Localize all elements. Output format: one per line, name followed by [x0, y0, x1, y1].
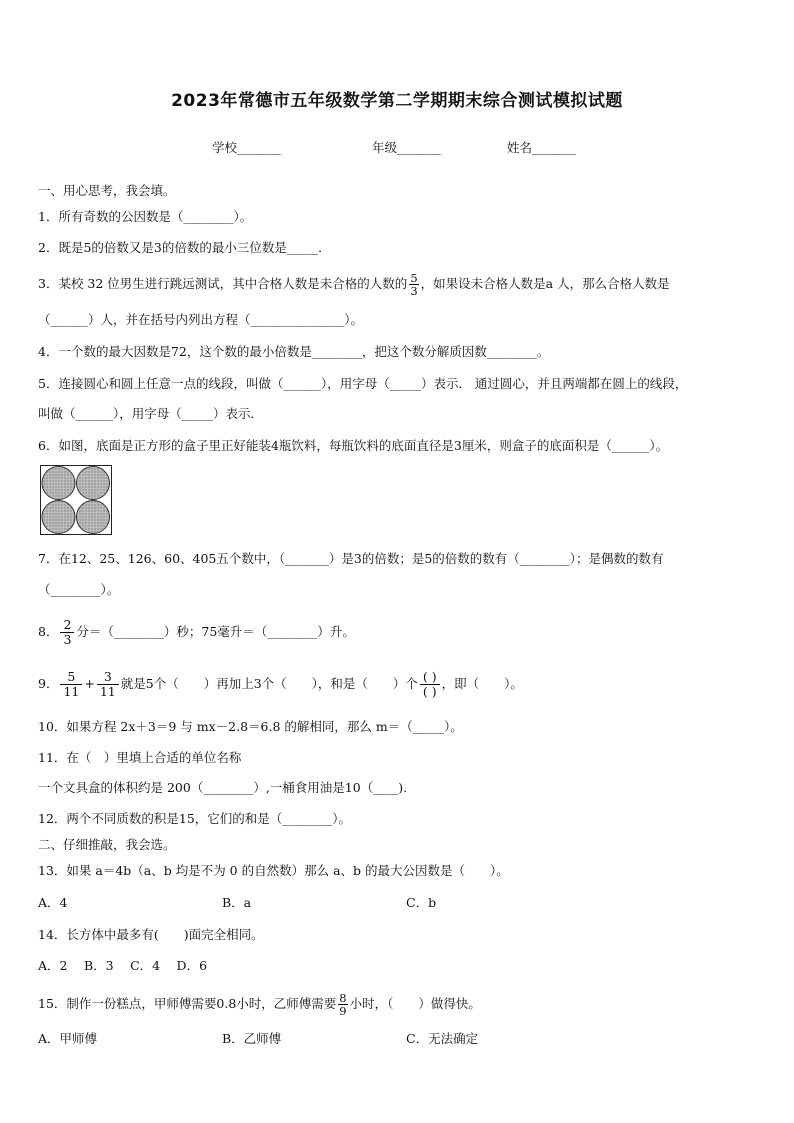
- school-field: 学校_______: [212, 140, 281, 155]
- fraction-5-11: $\frac{5}{11}$: [60, 670, 82, 699]
- q14-options: A．2 B．3 C．4 D．6: [38, 958, 208, 973]
- bottle-circle: [77, 501, 110, 534]
- fraction-3-11: $\frac{3}{11}$: [97, 670, 119, 699]
- fraction-2-3: $\frac{2}{3}$: [60, 618, 74, 647]
- question-6: 6．如图，底面是正方形的盒子里正好能装4瓶饮料，每瓶饮料的底面直径是3厘米，则盒子的底面积是（______）。: [38, 438, 669, 453]
- box-with-four-bottles-figure: [40, 465, 112, 535]
- name-field: 姓名_______: [507, 140, 576, 155]
- q13-option-a: A．4: [38, 895, 68, 910]
- question-9: 9． $\frac{5}{11}$ + $\frac{3}{11}$ 就是5个（ ）再加上3个（ ），和是（ ）个 $\frac{( )}{( )}$ ，即（ ）。: [38, 669, 523, 699]
- question-11-line-2: 一个文具盒的体积约是 200（________）,一桶食用油是10（____).: [38, 780, 408, 795]
- question-2: 2．既是5的倍数又是3的倍数的最小三位数是_____．: [38, 240, 331, 255]
- bottle-circle: [42, 467, 75, 500]
- page-title: 2023年常德市五年级数学第二学期期末综合测试模拟试题: [171, 91, 623, 111]
- question-7-line-1: 7．在12、25、126、60、405五个数中，（_______）是3的倍数；是5的倍数的数有（________）；是偶数的数有: [38, 551, 664, 566]
- section-1-heading: 一、用心思考，我会填。: [38, 183, 176, 198]
- bottle-circle: [77, 467, 110, 500]
- q15-option-c: C．无法确定: [406, 1031, 479, 1046]
- question-13: 13．如果 a＝4b（a、b 均是不为 0 的自然数）那么 a、b 的最大公因数是（ ）。: [38, 863, 509, 878]
- q15-option-b: B．乙师傅: [222, 1031, 282, 1046]
- question-10: 10．如果方程 2x＋3＝9 与 mx－2.8＝6.8 的解相同，那么 m＝（_____）。: [38, 719, 463, 734]
- grade-field: 年级_______: [372, 140, 441, 155]
- fraction-5-3: $\frac{5}{3}$: [410, 271, 418, 298]
- blank-fraction: $\frac{( )}{( )}$: [420, 670, 440, 699]
- section-2-heading: 二、仔细推敲，我会选。: [38, 837, 176, 852]
- q13-option-c: C．b: [406, 895, 437, 910]
- question-14: 14．长方体中最多有( )面完全相同。: [38, 927, 264, 942]
- question-5-line-2: 叫做（______），用字母（_____）表示．: [38, 406, 264, 421]
- bottle-circle: [42, 501, 75, 534]
- question-1: 1．所有奇数的公因数是（________）。: [38, 209, 253, 224]
- question-7-line-2: （________）。: [38, 582, 120, 597]
- question-12: 12．两个不同质数的积是15，它们的和是（________）。: [38, 811, 352, 826]
- fraction-8-9: $\frac{8}{9}$: [339, 991, 347, 1018]
- question-8: 8． $\frac{2}{3}$ 分＝（________）秒；75毫升＝（________）升。: [38, 617, 355, 647]
- question-15: 15．制作一份糕点，甲师傅需要0.8小时，乙师傅需要 $\frac{8}{9}$ 小时，（ ）做得快。: [38, 991, 481, 1018]
- question-3-line-1: 3．某校 32 位男生进行跳远测试，其中合格人数是未合格的人数的 $\frac{5}{3}$ ，如果设未合格人数是a 人，那么合格人数是: [38, 271, 670, 298]
- q15-option-a: A．甲师傅: [38, 1031, 98, 1046]
- question-4: 4．一个数的最大因数是72，这个数的最小倍数是________，把这个数分解质因数________。: [38, 344, 550, 359]
- question-5-line-1: 5．连接圆心和圆上任意一点的线段，叫做（______），用字母（_____）表示． 通过圆心，并且两端都在圆上的线段，: [38, 376, 688, 391]
- q13-option-b: B．a: [222, 895, 252, 910]
- question-11-stem: 11．在（ ）里填上合适的单位名称: [38, 750, 242, 765]
- question-3-line-2: （______）人，并在括号内列出方程（_______________）。: [38, 312, 364, 327]
